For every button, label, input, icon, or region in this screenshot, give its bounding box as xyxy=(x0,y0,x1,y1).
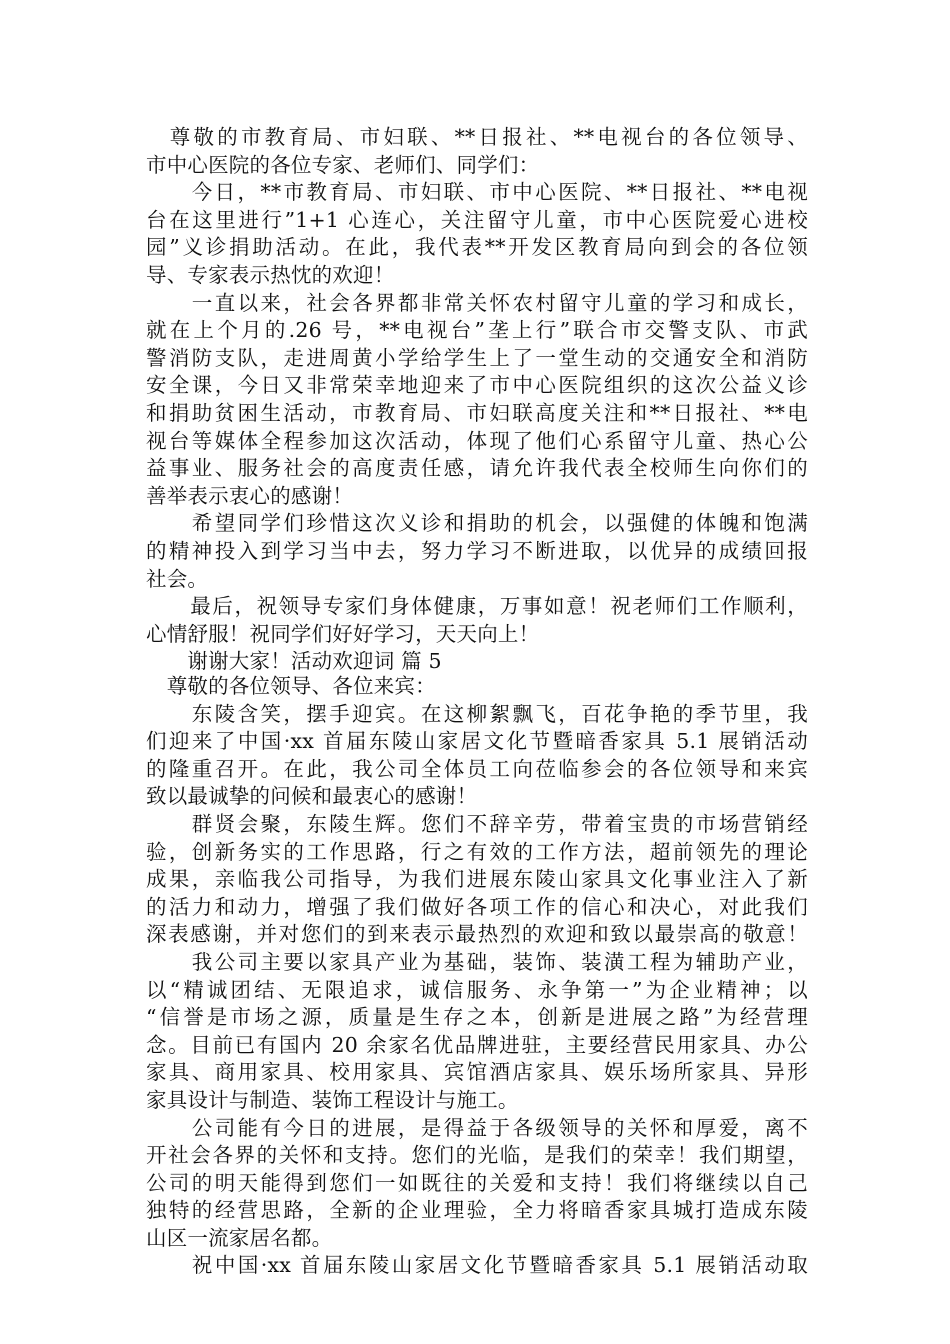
text-line: 益事业、服务社会的高度责任感，请允许我代表全校师生向你们的 xyxy=(146,456,808,481)
text-line: 善举表示衷心的感谢！ xyxy=(146,483,353,508)
text-line: 我公司主要以家具产业为基础，装饰、装潢工程为辅助产业， xyxy=(146,949,808,974)
text-line: 一直以来，社会各界都非常关怀农村留守儿童的学习和成长， xyxy=(146,290,808,315)
text-line: 验，创新务实的工作思路，行之有效的工作方法，超前领先的理论 xyxy=(146,839,808,864)
text-line: “信誉是市场之源，质量是生存之本，创新是进展之路”为经营理 xyxy=(146,1005,808,1030)
text-line: 祝中国·xx 首届东陵山家居文化节暨暗香家具 5.1 展销活动取 xyxy=(146,1253,808,1278)
text-line: 希望同学们珍惜这次义诊和捐助的机会，以强健的体魄和饱满 xyxy=(146,511,808,536)
text-line: 公司的明天能得到您们一如既往的关爱和支持！我们将继续以自己 xyxy=(146,1170,808,1195)
text-line: 尊敬的市教育局、市妇联、**日报社、**电视台的各位领导、 xyxy=(146,125,808,149)
text-line: 群贤会聚，东陵生辉。您们不辞辛劳，带着宝贵的市场营销经 xyxy=(146,811,808,836)
text-line: 家具、商用家具、校用家具、宾馆酒店家具、娱乐场所家具、异形 xyxy=(146,1060,808,1085)
text-line: 的活力和动力，增强了我们做好各项工作的信心和决心，对此我们 xyxy=(146,894,808,919)
text-line: 的隆重召开。在此，我公司全体员工向莅临参会的各位领导和来宾 xyxy=(146,756,808,781)
text-line: 就在上个月的.26 号，**电视台”垄上行”联合市交警支队、市武 xyxy=(146,318,808,343)
text-line: 独特的经营思路，全新的企业理验，全力将暗香家具城打造成东陵 xyxy=(146,1198,808,1223)
text-line: 警消防支队，走进周黄小学给学生上了一堂生动的交通安全和消防 xyxy=(146,345,808,370)
text-line: 开社会各界的关怀和支持。您们的光临，是我们的荣幸！我们期望， xyxy=(146,1143,808,1168)
text-line: 台在这里进行”1+1 心连心，关注留守儿童，市中心医院爱心进校 xyxy=(146,207,808,232)
text-line: 社会。 xyxy=(146,566,209,591)
text-line: 的精神投入到学习当中去，努力学习不断进取，以优异的成绩回报 xyxy=(146,538,808,563)
text-line: 公司能有今日的进展，是得益于各级领导的关怀和厚爱，离不 xyxy=(146,1115,808,1140)
welcome-speech-furniture xyxy=(146,673,808,1280)
text-line: 视台等媒体全程参加这次活动，体现了他们心系留守儿童、热心公 xyxy=(146,428,808,453)
text-line: 市中心医院的各位专家、老师们、同学们： xyxy=(146,152,540,177)
text-line: 以“精诚团结、无限追求，诚信服务、永争第一”为企业精神；以 xyxy=(146,977,808,1002)
text-line: 心情舒服！祝同学们好好学习，天天向上！ xyxy=(146,621,540,646)
text-line: 尊敬的各位领导、各位来宾： xyxy=(146,674,436,698)
text-line: 致以最诚挚的问候和最衷心的感谢！ xyxy=(146,784,478,809)
text-line: 最后，祝领导专家们身体健康，万事如意！祝老师们工作顺利， xyxy=(146,594,808,619)
text-line: 东陵含笑，摆手迎宾。在这柳絮飘飞，百花争艳的季节里，我 xyxy=(146,701,808,726)
text-line: 安全课，今日又非常荣幸地迎来了市中心医院组织的这次公益义诊 xyxy=(146,373,808,398)
text-line: 今日，**市教育局、市妇联、市中心医院、**日报社、**电视 xyxy=(146,180,808,205)
text-line: 深表感谢，并对您们的到来表示最热烈的欢迎和致以最崇高的敬意！ xyxy=(146,922,808,947)
text-line: 导、专家表示热忱的欢迎！ xyxy=(146,262,395,287)
text-line: 谢谢大家！活动欢迎词 篇 5 xyxy=(146,649,442,674)
welcome-speech-education xyxy=(146,124,808,676)
text-line: 们迎来了中国·xx 首届东陵山家居文化节暨暗香家具 5.1 展销活动 xyxy=(146,729,808,754)
text-line: 园”义诊捐助活动。在此，我代表**开发区教育局向到会的各位领 xyxy=(146,235,808,260)
text-line: 成果，亲临我公司指导，为我们进展东陵山家具文化事业注入了新 xyxy=(146,867,808,892)
text-line: 念。目前已有国内 20 余家名优品牌进驻，主要经营民用家具、办公 xyxy=(146,1032,808,1057)
text-line: 山区一流家居名都。 xyxy=(146,1225,333,1250)
text-line: 家具设计与制造、装饰工程设计与施工。 xyxy=(146,1087,519,1112)
text-line: 和捐助贫困生活动，市教育局、市妇联高度关注和**日报社、**电 xyxy=(146,400,808,425)
